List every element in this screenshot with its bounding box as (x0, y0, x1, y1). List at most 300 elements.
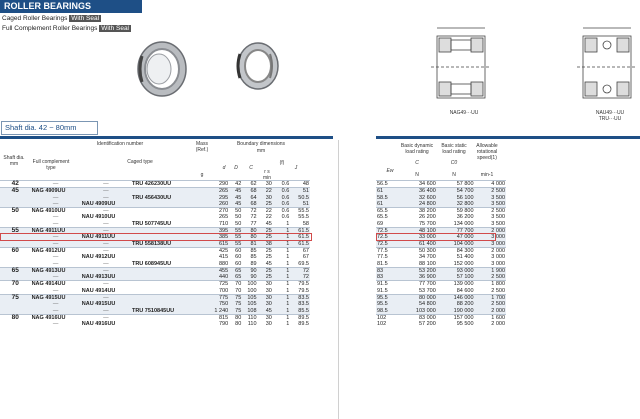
d-cell: 55 (235, 240, 242, 247)
bearing-photo-icon (132, 38, 192, 100)
d-cell: 50 (235, 220, 242, 227)
caged-cell: — (103, 307, 109, 314)
J-cell: 83.5 (298, 301, 309, 308)
D-cell: 80 (250, 234, 257, 241)
shaft-dia-cell: 80 (0, 314, 31, 321)
tru-cell (131, 295, 203, 302)
ew-cell: 61 (376, 188, 399, 195)
D-cell: 100 (242, 281, 257, 288)
rs-cell: 1 (286, 234, 290, 241)
mass-cell: 815 (203, 314, 229, 321)
rs-cell: 0.6 (273, 208, 290, 215)
full-complement-cell: — (52, 240, 59, 247)
mass-cell: 415 (219, 254, 229, 261)
D-cell: 62 (242, 181, 257, 188)
C-cell: 25 (265, 234, 272, 241)
full-complement-cell: NAG 4913UU (31, 267, 81, 274)
d-cell: 75 (235, 307, 242, 314)
col-boundary-unit: mm (256, 148, 266, 154)
mass-cell: 700 (219, 287, 229, 294)
tru-cell: TRU 456430UU (131, 194, 172, 201)
table-row (376, 308, 506, 315)
mass-cell: 455 (203, 267, 229, 274)
table-row (0, 221, 310, 228)
ew-cell: 65.5 (377, 214, 388, 221)
d-cell: 45 (229, 188, 242, 195)
with-seal-chip: With Seal (101, 25, 130, 32)
ew-cell: 98.5 (377, 307, 388, 314)
ew-cell: 72.5 (377, 234, 388, 241)
mass-cell: 775 (203, 295, 229, 302)
right-table-header-bar (376, 136, 640, 139)
col-static-sym: C0 (450, 160, 458, 166)
table-row (0, 201, 310, 208)
mass-cell: 295 (219, 194, 229, 201)
speed-cell: 1 800 (475, 281, 506, 288)
static-cell: 51 400 (456, 254, 474, 261)
C-cell: 22 (265, 214, 272, 221)
J-cell: 85.5 (298, 307, 309, 314)
D-cell: 90 (242, 267, 257, 274)
caged-cell: NAU 4911UU (81, 234, 116, 241)
dynamic-cell: 75 700 (418, 220, 436, 227)
dynamic-cell: 38 200 (399, 208, 437, 215)
table-row (376, 295, 506, 302)
col-mass-unit: g (200, 172, 204, 178)
rs-cell: 0.6 (281, 214, 290, 221)
d-cell: 60 (235, 260, 242, 267)
table-row (0, 281, 310, 288)
C-cell: 45 (265, 220, 272, 227)
mass-cell: 290 (203, 181, 229, 188)
col-static-unit: N (452, 172, 456, 178)
J-cell: 61.5 (290, 228, 310, 235)
table-row (0, 267, 310, 274)
D-cell: 64 (250, 194, 257, 201)
rs-cell: 1 (286, 301, 290, 308)
rs-cell: 0.6 (281, 200, 290, 207)
dynamic-cell: 54 800 (418, 301, 436, 308)
d-cell: 65 (229, 267, 242, 274)
column-separator (338, 140, 339, 419)
mass-cell: 270 (203, 208, 229, 215)
static-cell: 93 000 (437, 267, 475, 274)
caged-cell: — (81, 208, 131, 215)
D-cell: 108 (247, 307, 257, 314)
table-row (0, 181, 310, 188)
full-complement-cell: NAG 4911UU (31, 228, 81, 235)
caged-cell: NAU 4915UU (81, 301, 116, 308)
full-complement-cell: — (52, 220, 59, 227)
caged-cell: NAU 4909UU (81, 200, 116, 207)
J-cell: 69.5 (298, 260, 309, 267)
tru-cell (131, 321, 203, 327)
full-complement-cell: NAG 4909UU (31, 188, 81, 195)
col-rs-min: r s min (262, 169, 272, 181)
mass-cell: 880 (219, 260, 229, 267)
d-cell: 80 (235, 321, 242, 328)
speed-cell: 2 500 (491, 274, 505, 281)
mass-cell: 395 (203, 228, 229, 235)
static-cell: 47 000 (456, 234, 474, 241)
table-row (376, 288, 506, 295)
highlight-row-left (0, 233, 312, 241)
speed-cell: 1 600 (475, 314, 506, 321)
mass-cell: 710 (219, 220, 229, 227)
D-cell: 80 (242, 228, 257, 235)
J-cell: 51 (302, 200, 309, 207)
rs-cell: 1 (286, 260, 290, 267)
caged-cell: NAU 4910UU (81, 214, 116, 221)
dynamic-cell: 36 900 (418, 274, 436, 281)
ew-cell: 102 (376, 314, 399, 321)
col-full-complement: Full complement type (32, 159, 70, 171)
diagram-caption-nau-line1: NAU49···UU (595, 110, 625, 116)
static-cell: 139 000 (437, 281, 475, 288)
full-complement-cell: — (52, 234, 59, 241)
ew-cell: 91.5 (377, 287, 388, 294)
d-cell: 50 (229, 208, 242, 215)
shaft-dia-cell: 45 (0, 188, 31, 195)
dynamic-cell: 83 000 (399, 314, 437, 321)
full-complement-cell: — (52, 274, 59, 281)
speed-cell: 2 500 (475, 188, 506, 195)
col-d: d (222, 165, 226, 171)
col-mass: Mass (Ref.) (195, 141, 209, 153)
D-cell: 68 (250, 200, 257, 207)
mass-cell: 1 240 (214, 307, 229, 314)
subtitle-full (2, 25, 131, 33)
dynamic-cell: 33 000 (418, 234, 436, 241)
table-row (0, 308, 310, 315)
col-dynamic: Basic dynamic load rating (400, 143, 434, 155)
table-row (0, 314, 310, 321)
speed-cell: 3 500 (491, 220, 505, 227)
diagram-caption-tru-line2: TRU···UU (598, 116, 622, 122)
static-cell: 32 800 (456, 200, 474, 207)
tru-cell: TRU 608945UU (131, 260, 172, 267)
ew-cell: 95.5 (376, 295, 399, 302)
ew-cell: 77.5 (377, 254, 388, 261)
tru-cell (131, 188, 203, 195)
dynamic-cell: 61 400 (418, 240, 436, 247)
shaft-dia-cell: 55 (0, 228, 31, 235)
D-cell: 72 (242, 208, 257, 215)
static-cell: 88 200 (456, 301, 474, 308)
D-cell: 105 (242, 295, 257, 302)
col-dynamic-unit: N (415, 172, 419, 178)
J-cell: 61.5 (298, 234, 309, 241)
tru-cell (131, 267, 203, 274)
speed-cell: 2 000 (475, 228, 506, 235)
caged-cell: — (81, 188, 131, 195)
col-speed: Allowable rotational speed(1) (476, 143, 498, 161)
caged-cell: NAU 4912UU (81, 254, 116, 261)
rs-cell: 1 (286, 321, 290, 328)
J-cell: 58 (302, 220, 309, 227)
table-row (376, 281, 506, 288)
rs-cell: 1 (286, 307, 290, 314)
tru-cell (131, 201, 203, 208)
D-cell: 105 (247, 301, 257, 308)
static-cell: 77 700 (437, 228, 475, 235)
col-f: (f) (279, 160, 285, 166)
caged-cell: NAU 4913UU (81, 274, 116, 281)
d-cell: 70 (229, 281, 242, 288)
speed-cell: 2 500 (491, 301, 505, 308)
diagram-caption-nau (585, 110, 635, 122)
col-D: D (234, 165, 238, 171)
C-cell: 30 (258, 314, 273, 321)
full-complement-cell: — (52, 254, 59, 261)
speed-cell: 2 000 (475, 247, 506, 254)
D-cell: 85 (242, 247, 257, 254)
ew-cell: 61 (377, 200, 384, 207)
full-complement-cell: — (52, 260, 59, 267)
full-complement-cell: — (52, 321, 59, 328)
table-row (376, 267, 506, 274)
C-cell: 30 (258, 295, 273, 302)
ew-cell: 83 (376, 267, 399, 274)
d-cell: 55 (229, 228, 242, 235)
table-row (376, 247, 506, 254)
dynamic-cell: 34 600 (399, 181, 437, 188)
C-cell: 30 (265, 287, 272, 294)
d-cell: 75 (235, 301, 242, 308)
ew-cell: 72.5 (376, 228, 399, 235)
caged-cell: — (81, 281, 131, 288)
caged-cell: — (103, 260, 109, 267)
left-table-header-bar (0, 136, 333, 139)
J-cell: 51 (290, 188, 310, 195)
static-cell: 190 000 (453, 307, 474, 314)
C-cell: 45 (265, 307, 272, 314)
static-cell: 146 000 (437, 295, 475, 302)
dynamic-cell: 57 200 (418, 321, 436, 328)
tru-cell (131, 274, 203, 281)
static-cell: 95 500 (456, 321, 474, 328)
col-caged: Caged type (127, 159, 153, 165)
table-row (376, 314, 506, 321)
rs-cell: 1 (286, 287, 290, 294)
dynamic-cell: 103 000 (415, 307, 436, 314)
D-cell: 110 (247, 321, 257, 328)
C-cell: 30 (258, 181, 273, 188)
rs-cell: 1 (286, 240, 290, 247)
caged-cell: — (103, 240, 109, 247)
dynamic-cell: 26 200 (418, 214, 436, 221)
speed-cell: 2 500 (491, 287, 505, 294)
table-row (0, 274, 310, 281)
with-seal-chip: With Seal (71, 15, 100, 22)
dynamic-cell: 53 700 (418, 287, 436, 294)
mass-cell: 615 (219, 240, 229, 247)
d-cell: 45 (235, 200, 242, 207)
table-row (0, 188, 310, 195)
speed-cell: 2 000 (491, 307, 505, 314)
J-cell: 55.5 (298, 214, 309, 221)
table-row (376, 221, 506, 228)
table-row (0, 208, 310, 215)
subtitle-full-text: Full Complement Roller Bearings (2, 25, 98, 32)
col-shaft-dia: Shaft dia. mm (3, 155, 25, 167)
full-complement-cell: — (52, 301, 59, 308)
C-cell: 45 (265, 260, 272, 267)
C-cell: 30 (265, 321, 272, 328)
static-cell: 57 100 (456, 274, 474, 281)
d-cell: 55 (235, 234, 242, 241)
table-row (0, 295, 310, 302)
dynamic-cell: 77 700 (399, 281, 437, 288)
tru-cell (131, 314, 203, 321)
mass-cell: 440 (219, 274, 229, 281)
dynamic-cell: 88 100 (418, 260, 436, 267)
mass-cell: 260 (219, 200, 229, 207)
caged-cell: NAU 4916UU (81, 321, 116, 328)
table-row (0, 261, 310, 268)
caged-cell: — (81, 181, 131, 188)
highlight-row-right (376, 233, 496, 241)
mass-cell: 265 (219, 214, 229, 221)
C-cell: 22 (258, 188, 273, 195)
table-row (376, 181, 506, 188)
table-row (376, 188, 506, 195)
dynamic-cell: 36 400 (399, 188, 437, 195)
mass-cell: 385 (219, 234, 229, 241)
col-Ew: Ew (386, 168, 394, 174)
J-cell: 67 (290, 247, 310, 254)
col-dynamic-sym: C (415, 160, 419, 166)
col-static: Basic static load rating (441, 143, 467, 155)
rs-cell: 0.6 (273, 188, 290, 195)
static-cell: 152 000 (453, 260, 474, 267)
D-cell: 72 (250, 214, 257, 221)
D-cell: 90 (250, 274, 257, 281)
tru-cell: TRU 507745UU (131, 220, 172, 227)
caged-cell: — (81, 228, 131, 235)
bearing-seal-photo-icon (232, 40, 284, 92)
rs-cell: 1 (286, 254, 290, 261)
static-cell: 57 800 (437, 181, 475, 188)
rs-cell: 1 (273, 314, 290, 321)
J-cell: 79.5 (298, 287, 309, 294)
full-complement-cell: NAG 4914UU (31, 281, 81, 288)
caged-cell: — (81, 314, 131, 321)
d-cell: 75 (229, 295, 242, 302)
caged-cell: NAU 4914UU (81, 287, 116, 294)
full-complement-cell: — (52, 194, 59, 201)
J-cell: 72 (290, 267, 310, 274)
speed-cell: 2 000 (491, 321, 505, 328)
full-complement-cell: — (31, 181, 81, 188)
J-cell: 89.5 (298, 321, 309, 328)
rs-cell: 1 (273, 267, 290, 274)
dynamic-cell: 50 300 (399, 247, 437, 254)
table-row (0, 288, 310, 295)
col-J: J (294, 165, 298, 171)
speed-cell: 3 000 (491, 260, 505, 267)
right-data-table (376, 180, 506, 328)
ew-cell: 56.5 (376, 181, 399, 188)
static-cell: 84 600 (456, 287, 474, 294)
rs-cell: 1 (273, 247, 290, 254)
mass-cell: 750 (219, 301, 229, 308)
rs-cell: 1 (273, 281, 290, 288)
C-cell: 38 (265, 240, 272, 247)
J-cell: 79.5 (290, 281, 310, 288)
static-cell: 54 700 (437, 188, 475, 195)
section-banner: ROLLER BEARINGS (0, 0, 142, 13)
full-complement-cell: NAG 4915UU (31, 295, 81, 302)
full-complement-cell: NAG 4916UU (31, 314, 81, 321)
tru-cell (131, 208, 203, 215)
shaft-dia-cell: 42 (0, 181, 31, 188)
D-cell: 100 (247, 287, 257, 294)
tru-cell (131, 281, 203, 288)
nag-cross-section-icon (425, 22, 497, 106)
ew-cell: 95.5 (377, 301, 388, 308)
d-cell: 60 (235, 254, 242, 261)
d-cell: 65 (235, 274, 242, 281)
full-complement-cell: — (52, 287, 59, 294)
ew-cell: 72.5 (377, 240, 388, 247)
speed-cell: 3 500 (491, 200, 505, 207)
dynamic-cell: 24 800 (418, 200, 436, 207)
speed-cell: 3 000 (491, 254, 505, 261)
rs-cell: 1 (286, 220, 290, 227)
ew-cell: 58.5 (377, 194, 388, 201)
ew-cell: 65.5 (376, 208, 399, 215)
D-cell: 68 (242, 188, 257, 195)
mass-cell: 725 (203, 281, 229, 288)
rs-cell: 0.6 (281, 194, 290, 201)
D-cell: 85 (250, 254, 257, 261)
J-cell: 67 (302, 254, 309, 261)
D-cell: 77 (250, 220, 257, 227)
rs-cell: 1 (286, 274, 290, 281)
shaft-dia-cell (0, 321, 31, 327)
ew-cell: 77.5 (376, 247, 399, 254)
speed-cell: 1 700 (475, 295, 506, 302)
caged-cell: — (81, 295, 131, 302)
col-speed-unit: min-1 (480, 172, 494, 178)
nau-tru-cross-section-icon (575, 22, 640, 106)
table-row (376, 274, 506, 281)
shaft-dia-cell: 65 (0, 267, 31, 274)
shaft-dia-cell: 60 (0, 247, 31, 254)
shaft-dia-cell: 50 (0, 208, 31, 215)
full-complement-cell: NAG 4912UU (31, 247, 81, 254)
ew-cell: 69 (377, 220, 384, 227)
caged-cell: — (81, 267, 131, 274)
caged-cell: — (81, 247, 131, 254)
rs-cell: 1 (273, 228, 290, 235)
speed-cell: 2 500 (475, 208, 506, 215)
shaft-dia-cell: 70 (0, 281, 31, 288)
speed-cell: 3 000 (491, 240, 505, 247)
speed-cell: 1 900 (475, 267, 506, 274)
static-cell: 104 000 (453, 240, 474, 247)
tru-cell (131, 288, 203, 295)
speed-cell: 3 500 (491, 214, 505, 221)
rs-cell: 0.6 (273, 181, 290, 188)
tru-cell (131, 247, 203, 254)
static-cell: 59 800 (437, 208, 475, 215)
ew-cell: 91.5 (376, 281, 399, 288)
static-cell: 56 100 (456, 194, 474, 201)
C-cell: 22 (258, 208, 273, 215)
C-cell: 25 (258, 228, 273, 235)
